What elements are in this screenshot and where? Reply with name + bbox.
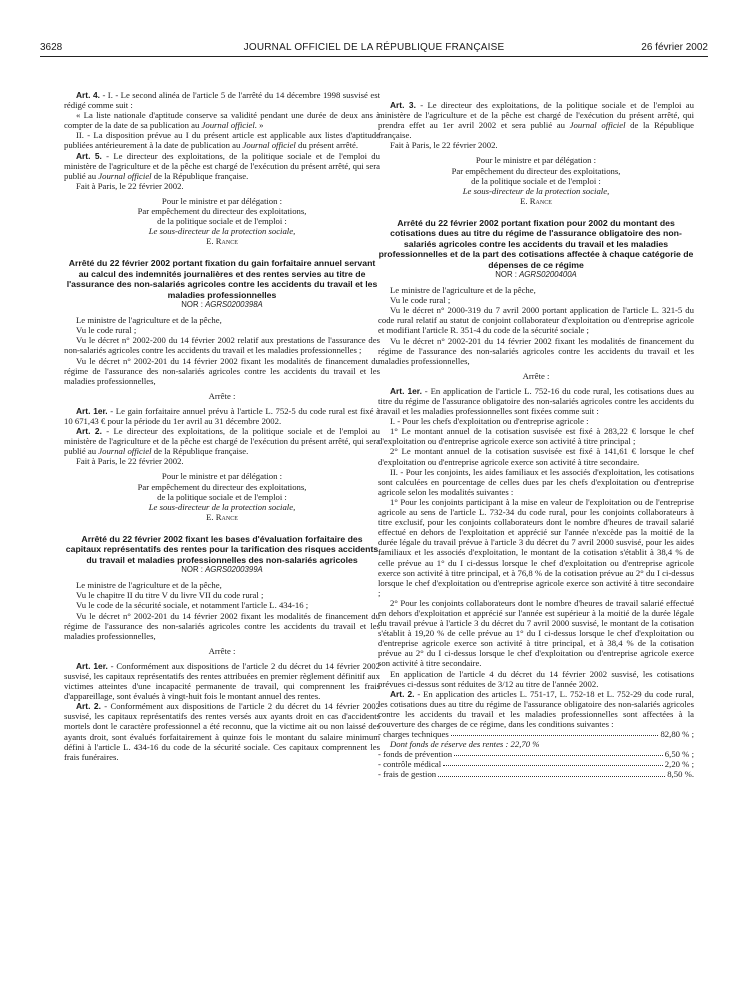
signature-line: Par empêchement du directeur des exploitations, [451, 165, 621, 176]
decree-title: Arrêté du 22 février 2002 portant fixation pour 2002 du montant des cotisations dues au titre du régime de l'assurance obligatoire des non-salariés agricoles contre les accidents du travail et les maladies professionnelles et de la part des cotisations affectée à chaque catégorie de dépenses de ce régime [378, 217, 694, 270]
article-3: Art. 3. - Le directeur des exploitations, de la politique sociale et de l'emploi au ministère de l'agriculture et de la pêche est chargé de l'exécution du présent arrêté, qui prendra effet au 1er avril 2002 et sera publié au Journal officiel de la République française. [378, 100, 694, 141]
signature-line: Pour le ministre et par délégation : [161, 195, 283, 206]
article-4-part-2: II. - La disposition prévue au I du présent article est applicable aux listes d'aptitude publiées antérieurement à la date de publication au Journal officiel du présent arrêté. [64, 130, 380, 151]
right-column [378, 100, 694, 780]
signature-date: Fait à Paris, le 22 février 2002. [390, 140, 498, 151]
nor-reference: NOR : AGRS0200399A [181, 565, 263, 575]
article-1: Art. 1er. - Conformément aux dispositions de l'article 2 du décret du 14 février 2002 susvisé, les capitaux représentatifs des rentes attribuées en premier règlement définitif aux victimes atteintes d'une incapacité permanente de travail, qui comprennent les frais d'appareillage, sont évalués à vingt-huit fois le montant annuel des rentes. [64, 660, 380, 702]
signature-line: de la politique sociale et de l'emploi : [157, 491, 287, 502]
article-2: Art. 2. - Le directeur des exploitations, de la politique sociale et de l'emploi au ministère de l'agriculture et de la pêche est chargé de l'exécution du présent arrêté, qui sera publié au Journal officiel de la République française. [64, 426, 380, 457]
signature-line: Le sous-directeur de la protection sociale, [148, 226, 296, 237]
signature-line: de la politique sociale et de l'emploi : [157, 216, 287, 227]
page-number: 3628 [40, 42, 63, 53]
preamble-line: Le ministre de l'agriculture et de la pêche, [390, 285, 536, 296]
preamble-line: Vu le code de la sécurité sociale, et notamment l'article L. 434-16 ; [76, 600, 309, 611]
preamble-line: Le ministre de l'agriculture et de la pêche, [76, 580, 222, 591]
article-4-part-1: Art. 4. - I. - Le second alinéa de l'article 5 de l'arrêté du 14 décembre 1998 susvisé est rédigé comme suit : [64, 90, 380, 111]
signature-line: Pour le ministre et par délégation : [161, 471, 283, 482]
reduction-paragraph: En application de l'article 4 du décret du 14 février 2002 susvisé, les cotisations prévues ci-dessus sont réduites de 3/12 au titre de l'année 2002. [378, 668, 694, 689]
section-ii-item-1: 1° Pour les conjoints participant à la mise en valeur de l'exploitation ou de l'entreprise agricole au sens de l'article L. 732-34 du code rural, pour les conjoints collaborateurs à titre exclusif, pour les conjoints collaborateurs dont le nombre d'heures de travail salarié effectué en dehors de l'exploitation et apprécié sur l'année n'excède pas la moitié de la durée légale du travail prévue à l'article 3 du décret du 7 avril 2000 susvisé, pour les aides familiaux et les associés d'exploitation, le montant de la cotisation s'établit à 38,4 % de celle prévue au 1° du I ci-dessus lorsque le chef d'exploitation ou d'entreprise agricole exerce son activité à titre principal, et à 76,8 % de la cotisation prévue au 2° du I ci-dessus lorsque le chef d'exploitation ou d'entreprise agricole exerce son activité à titre secondaire ; [378, 496, 694, 598]
signature-line: Le sous-directeur de la protection sociale, [462, 185, 610, 196]
decree-title: Arrêté du 22 février 2002 portant fixation du gain forfaitaire annuel servant au calcul des indemnités journalières et des rentes servies au titre de l'assurance des non-salariés agricoles contre les accidents du travail et les maladies professionnelles [66, 258, 378, 300]
preamble-line: Vu le décret n° 2002-201 du 14 février 2002 fixant les modalités de financement du régime de l'assurance des non-salariés agricoles contre les accidents du travail et les maladies professionnelles, [64, 610, 380, 641]
article-1: Art. 1er. - Le gain forfaitaire annuel prévu à l'article L. 752-5 du code rural est fixé à 10 671,43 € pour la période du 1er avril au 31 décembre 2002. [64, 405, 380, 426]
signature-date: Fait à Paris, le 22 février 2002. [76, 180, 184, 191]
arrete-heading: Arrête : [208, 645, 236, 656]
signature-line: Le sous-directeur de la protection sociale, [148, 501, 296, 512]
charges-list-item: - frais de gestion 8,50 %. [378, 769, 694, 780]
charges-list-item: - contrôle médical 2,20 % ; [378, 759, 694, 770]
issue-date: 26 février 2002 [641, 42, 708, 53]
preamble-line: Le ministre de l'agriculture et de la pêche, [76, 315, 222, 326]
section-i-item-2: 2° Le montant annuel de la cotisation susvisée est fixé à 141,61 € lorsque le chef d'exploitation ou d'entreprise agricole exerce son activité à titre secondaire. [378, 446, 694, 467]
signature-line: Pour le ministre et par délégation : [475, 155, 597, 166]
article-1: Art. 1er. - En application de l'article L. 752-16 du code rural, les cotisations dues au titre du régime de l'assurance obligatoire des non-salariés agricoles contre les accidents du travail et les maladies professionnelles sont fixées comme suit : [378, 385, 694, 417]
article-2: Art. 2. - Conformément aux dispositions de l'article 2 du décret du 14 février 2002 susvisé, les capitaux représentatifs des rentes versés aux ayants droit en cas d'accidents mortels dont le caractère professionnel a été reconnu, que la victime ait ou non laissé des ayants droit, sont évalués forfaitairement à quinze fois le montant du salaire minimum défini à l'article L. 434-16 du code de la sécurité sociale. Ces capitaux comprennent les frais funéraires. [64, 701, 380, 762]
signature-date: Fait à Paris, le 22 février 2002. [76, 456, 184, 467]
preamble-line: Vu le chapitre II du titre V du livre VII du code rural ; [76, 590, 264, 601]
signatory-name: E. Rance [206, 511, 238, 522]
charges-list-item: Dont fonds de réserve des rentes : 22,70 % [390, 739, 540, 750]
left-column [64, 90, 380, 762]
article-5: Art. 5. - Le directeur des exploitations, de la politique sociale et de l'emploi du ministère de l'agriculture et de la pêche est chargé de l'exécution du présent arrêté, qui sera publié au Journal officiel de la République française. [64, 150, 380, 181]
arrete-heading: Arrête : [208, 390, 236, 401]
article-2: Art. 2. - En application des articles L. 751-17, L. 752-18 et L. 752-29 du code rural, les cotisations dues au titre du régime de l'assurance obligatoire des non-salariés agricoles contre les accidents du travail et les maladies professionnelles sont affectées à la couverture des charges de ce régime, dans les conditions suivantes : [378, 688, 694, 729]
preamble-line: Vu le décret n° 2000-319 du 7 avril 2000 portant application de l'article L. 321-5 du code rural relatif au statut de conjoint collaborateur d'exploitation ou d'entreprise agricole et modifiant l'article R. 351-4 du code de la sécurité sociale ; [378, 305, 694, 336]
decree-title: Arrêté du 22 février 2002 fixant les bases d'évaluation forfaitaire des capitaux représentatifs des rentes pour la tarification des risques accidents du travail et maladies professionnelles des non-salariés agricoles [65, 533, 379, 565]
section-i: I. - Pour les chefs d'exploitation ou d'entreprise agricole : [390, 416, 589, 427]
signatory-name: E. Rance [520, 195, 552, 206]
nor-reference: NOR : AGRS0200400A [495, 269, 577, 279]
section-ii-item-2: 2° Pour les conjoints collaborateurs dont le nombre d'heures de travail salarié effectué en dehors d'exploitation et apprécié sur l'année est supérieur à la moitié de la durée légale du travail prévue à l'article 3 du décret du 7 avril 2000 susvisé, le montant de la cotisation s'établit à 19,20 % de celle prévue au 1° du I ci-dessus lorsque le chef d'exploitation ou d'entreprise agricole exerce son activité à titre principal, et à 38,4 % de la cotisation prévue au 2° du I ci-dessus lorsque le chef d'exploitation ou d'entreprise agricole exerce son activité à titre secondaire. [378, 597, 694, 669]
charges-list [378, 729, 694, 779]
signature-line: Par empêchement du directeur des exploitations, [137, 206, 307, 217]
article-4-quote: « La liste nationale d'aptitude conserve sa validité pendant une durée de deux ans à compter de la date de sa publication au Journal officiel. » [64, 110, 380, 131]
charges-list-item: - charges techniques 82,80 % ; [378, 729, 694, 740]
preamble-line: Vu le code rural ; [76, 325, 137, 336]
charges-list-item: - fonds de prévention 6,50 % ; [378, 749, 694, 760]
preamble-line: Vu le décret n° 2002-200 du 14 février 2002 relatif aux prestations de l'assurance des non-salariés agricoles contre les accidents du travail et les maladies professionnelles ; [64, 335, 380, 356]
preamble-line: Vu le code rural ; [390, 295, 451, 306]
signature-line: Par empêchement du directeur des exploitations, [137, 481, 307, 492]
signatory-name: E. Rance [206, 236, 238, 247]
arrete-heading: Arrête : [522, 370, 550, 381]
signature-line: de la politique sociale et de l'emploi : [471, 175, 601, 186]
preamble-line: Vu le décret n° 2002-201 du 14 février 2002 fixant les modalités de financement du régime de l'assurance des non-salariés agricoles contre les accidents du travail et les maladies professionnelles, [64, 355, 380, 386]
section-ii: II. - Pour les conjoints, les aides familiaux et les associés d'exploitation, les cotisations sont calculées en pourcentage de celles dues par les chefs d'exploitation ou d'entreprise agricole selon les modalités suivantes : [378, 466, 694, 497]
journal-title: JOURNAL OFFICIEL DE LA RÉPUBLIQUE FRANÇAISE [243, 42, 505, 53]
section-i-item-1: 1° Le montant annuel de la cotisation susvisée est fixé à 283,22 € lorsque le chef d'exploitation ou d'entreprise agricole exerce son activité à titre principal ; [378, 426, 694, 447]
nor-reference: NOR : AGRS0200398A [181, 300, 263, 310]
preamble-line: Vu le décret n° 2002-201 du 14 février 2002 fixant les modalités de financement du régime de l'assurance des non-salariés agricoles contre les accidents du travail et les maladies professionnelles, [378, 335, 694, 366]
page-header [40, 40, 708, 57]
